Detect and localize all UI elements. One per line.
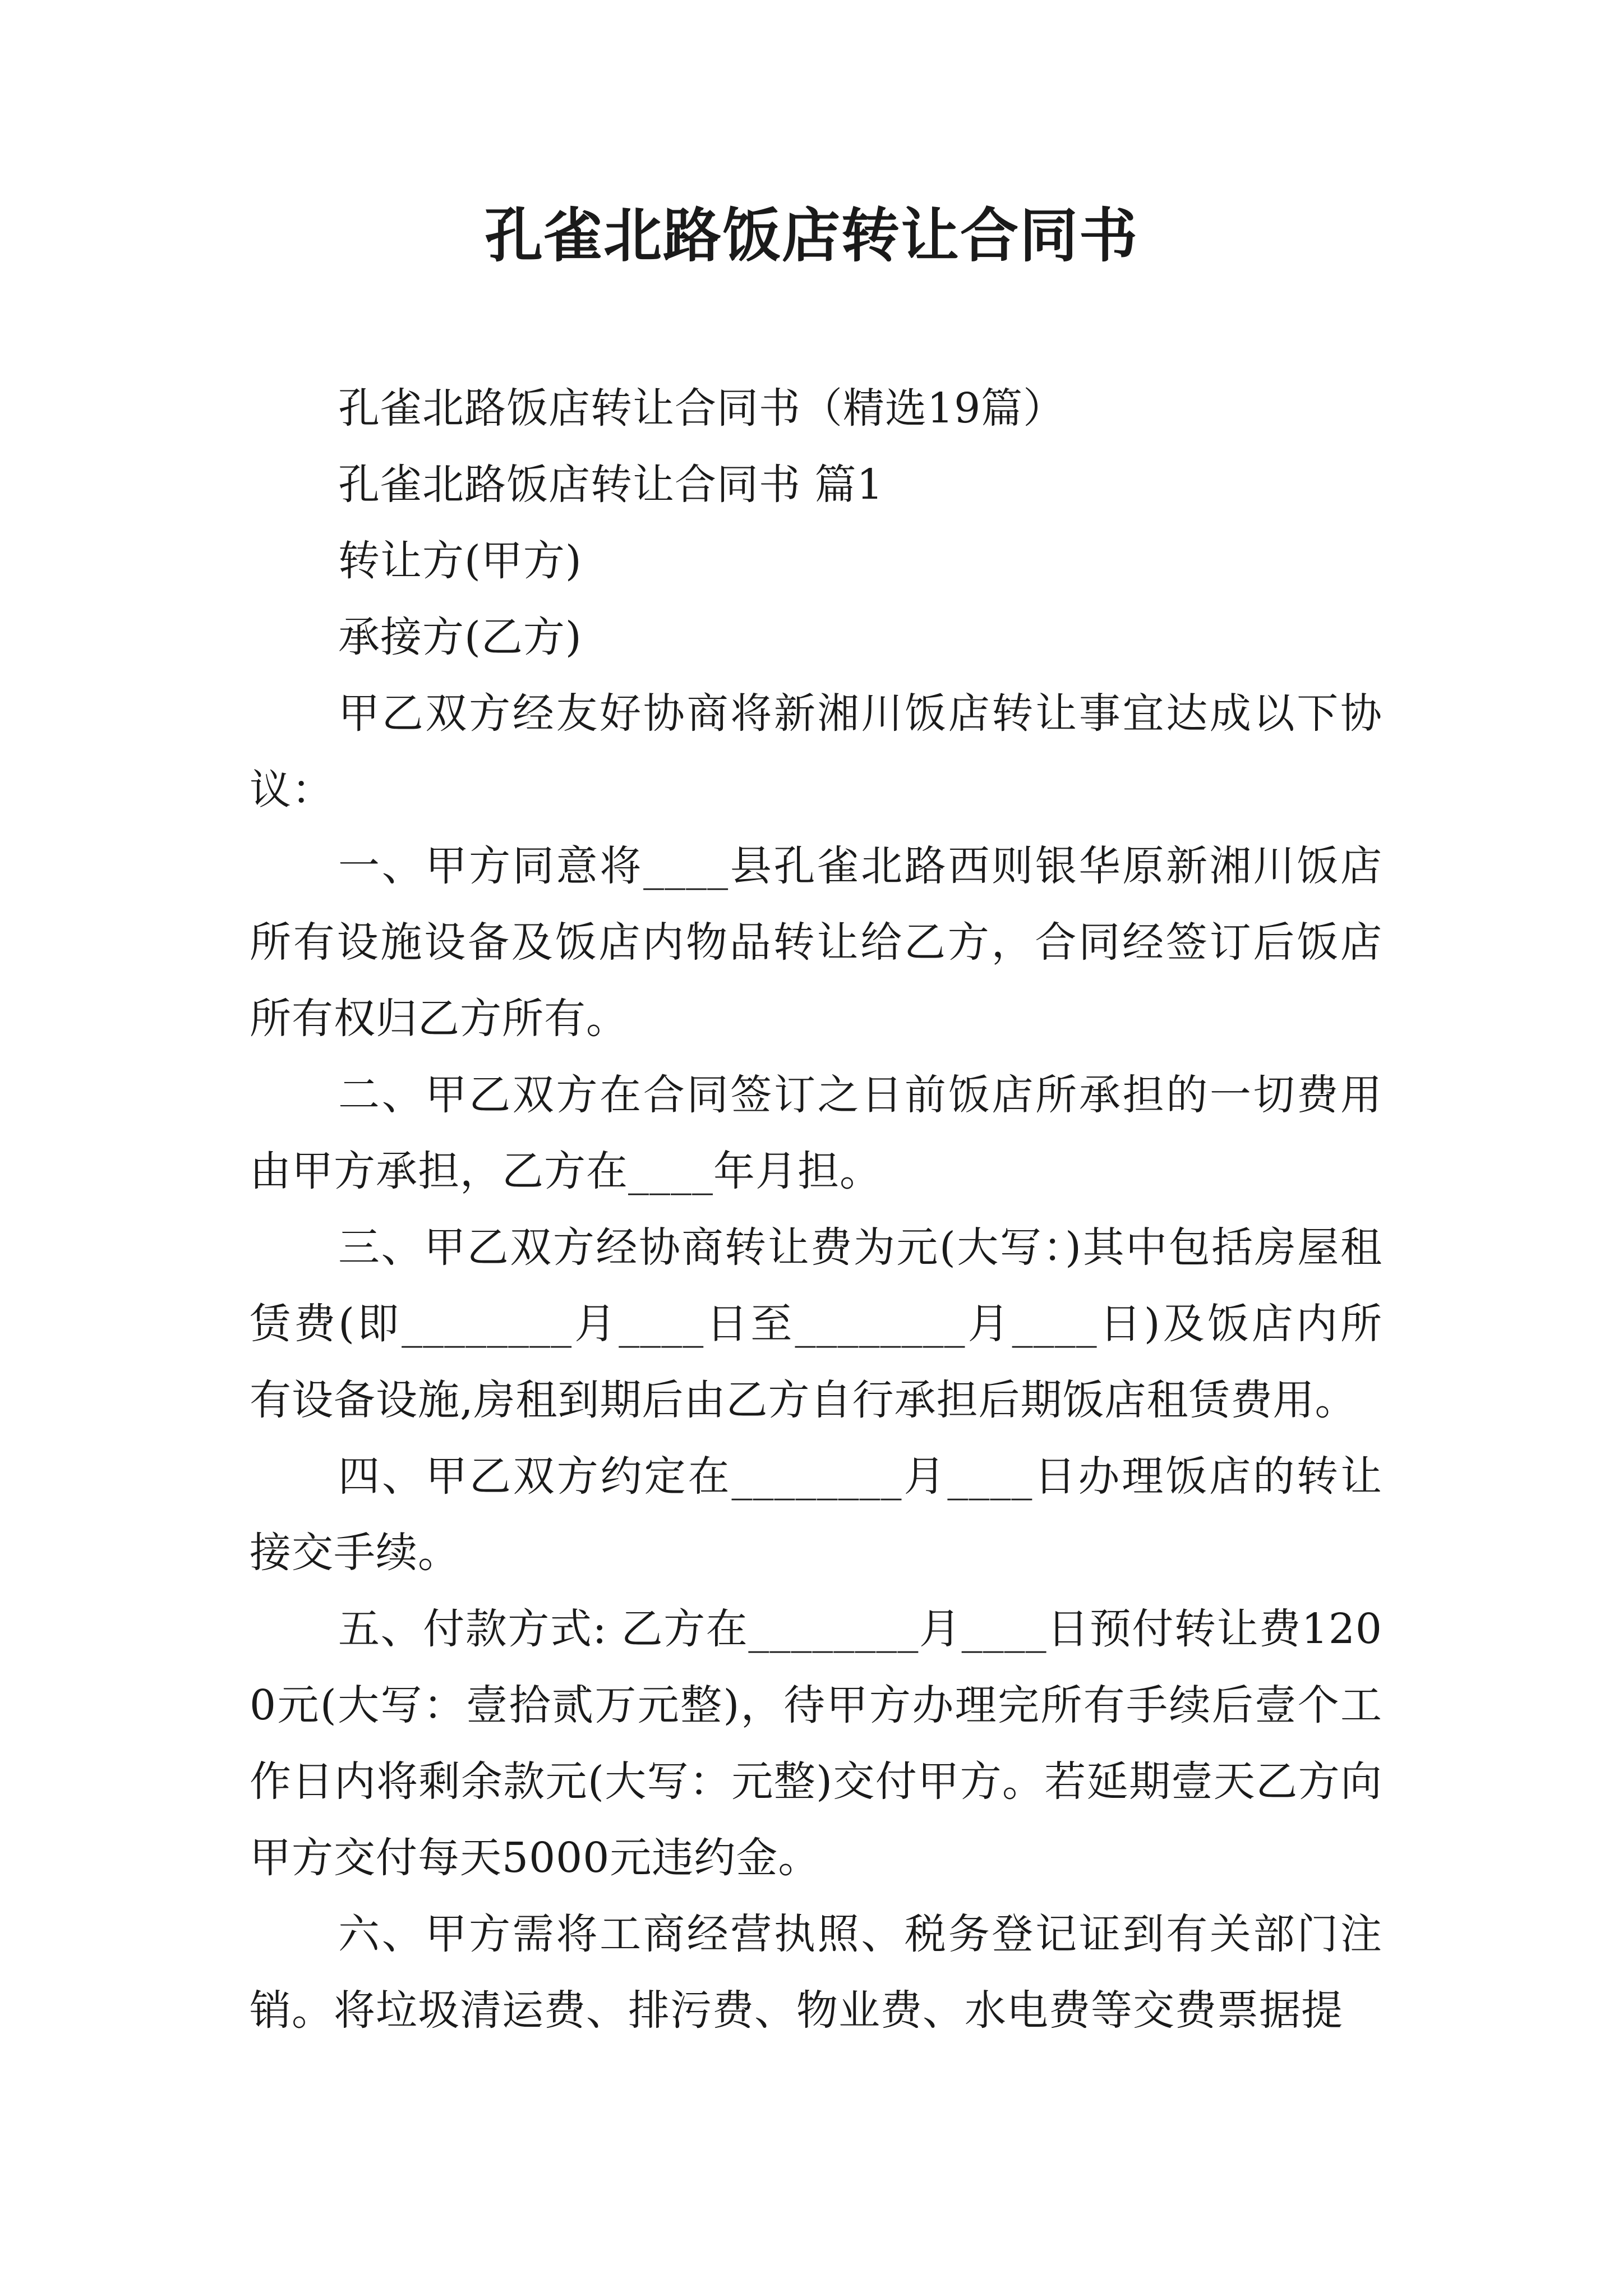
paragraph-clause-6: 六、甲方需将工商经营执照、税务登记证到有关部门注销。将垃圾清运费、排污费、物业费、水电费等交费票据提 (250, 1910, 1382, 2035)
document-body (250, 370, 1382, 2049)
paragraph-transferor: 转让方(甲方) (338, 537, 582, 585)
paragraph-clause-1: 一、甲方同意将____县孔雀北路西则银华原新湘川饭店所有设施设备及饭店内物品转让给乙方，合同经签订后饭店所有权归乙方所有。 (250, 842, 1382, 1043)
paragraph-subtitle: 孔雀北路饭店转让合同书（精选19篇） (338, 384, 1066, 432)
paragraph-transferee: 承接方(乙方) (338, 613, 582, 661)
paragraph-section-heading: 孔雀北路饭店转让合同书 篇1 (338, 461, 884, 509)
document-title: 孔雀北路饭店转让合同书 (484, 201, 1138, 270)
paragraph-clause-2: 二、甲乙双方在合同签订之日前饭店所承担的一切费用由甲方承担，乙方在____年月担。 (250, 1071, 1382, 1195)
paragraph-preamble: 甲乙双方经友好协商将新湘川饭店转让事宜达成以下协议： (250, 689, 1382, 814)
paragraph-clause-3: 三、甲乙双方经协商转让费为元(大写：)其中包括房屋租赁费(即________月____日至________月____日)及饭店内所有设备设施,房租到期后由乙方自行承担后期饭店租赁费用。 (250, 1223, 1382, 1424)
paragraph-clause-4: 四、甲乙双方约定在________月____日办理饭店的转让接交手续。 (250, 1452, 1382, 1577)
paragraph-clause-5: 五、付款方式: 乙方在________月____日预付转让费1200元(大写：壹拾贰万元整)，待甲方办理完所有手续后壹个工作日内将剩余款元(大写：元整)交付甲方。若延期壹天乙方向甲方交付每天5000元违约金。 (250, 1605, 1382, 1882)
